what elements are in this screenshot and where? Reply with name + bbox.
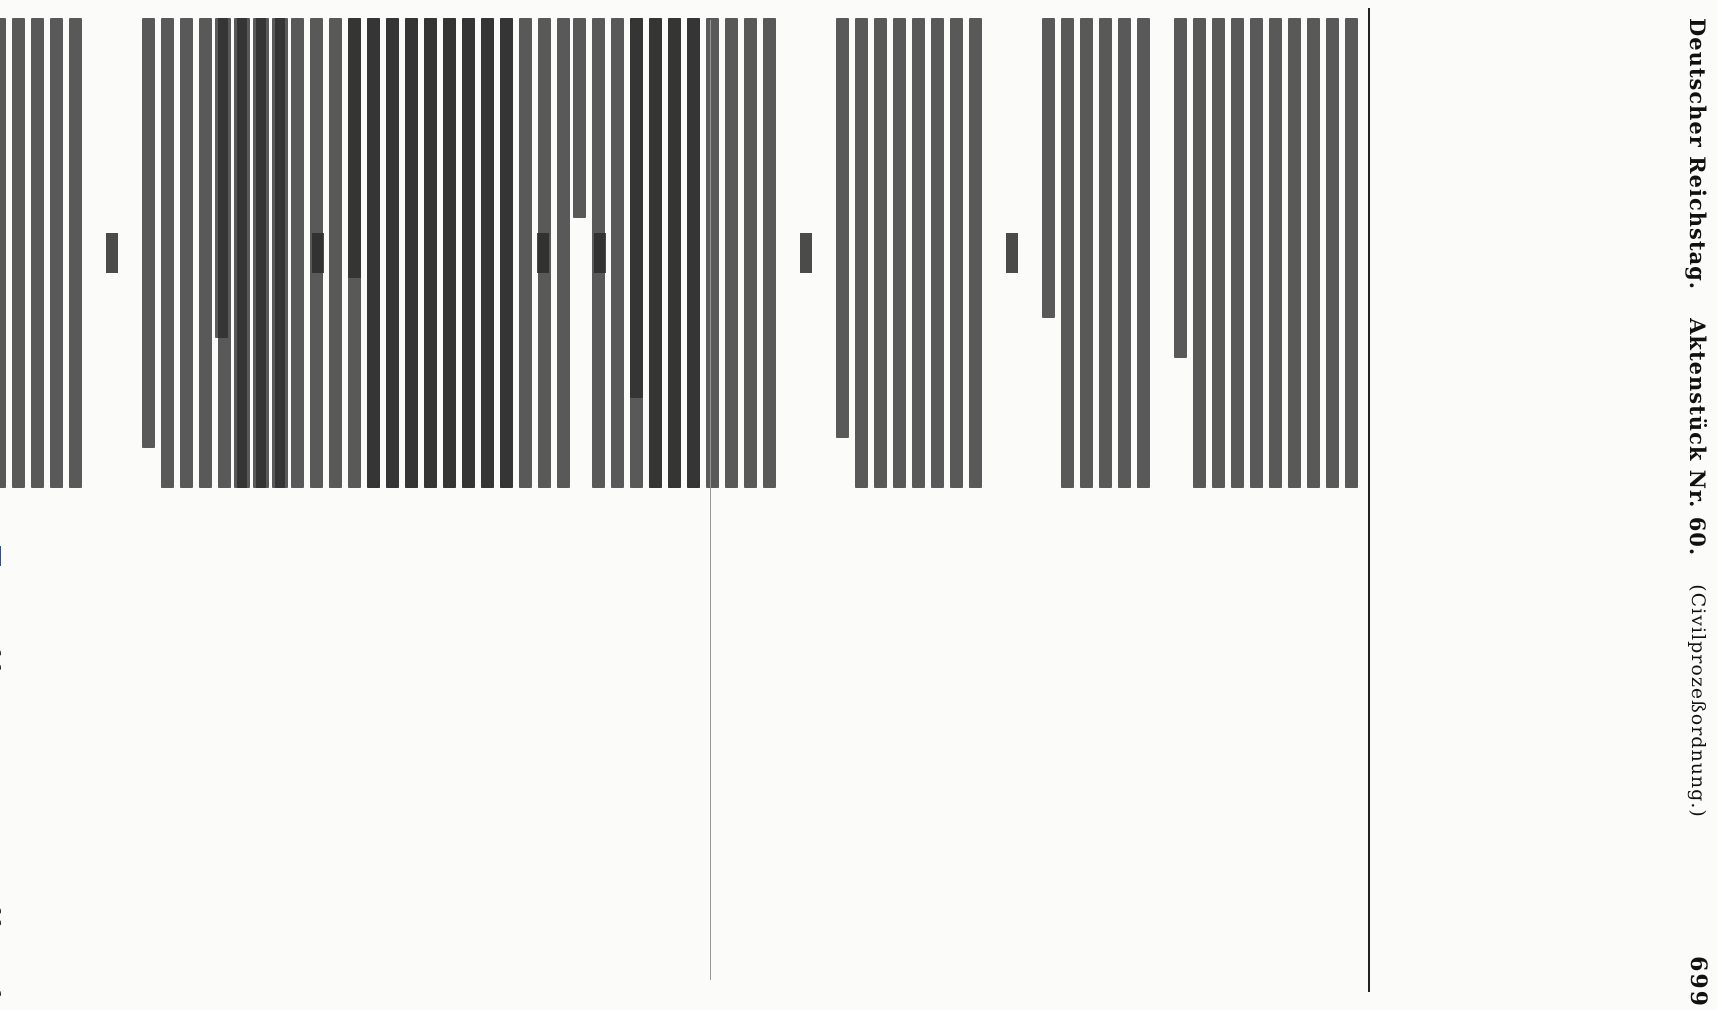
text-line (142, 18, 155, 448)
paragraph-gap (1024, 18, 1036, 1000)
dfg-logo-icon (0, 546, 1, 566)
text-line (893, 18, 906, 488)
text-line (1231, 18, 1244, 488)
text-column-left (110, 0, 700, 1000)
text-line (50, 18, 63, 488)
text-line (481, 18, 494, 488)
text-line (69, 18, 82, 488)
text-column-right (728, 0, 1358, 1000)
page-number: 699 (1685, 956, 1711, 1008)
text-line (744, 18, 757, 488)
section-heading (1006, 233, 1018, 273)
paragraph-gap (124, 18, 136, 1000)
paragraph-gap (519, 18, 531, 1000)
section-heading (106, 233, 118, 273)
text-line (1099, 18, 1112, 488)
digitization-note (0, 510, 3, 1010)
text-line (592, 18, 605, 488)
section-heading (537, 233, 549, 273)
digitization-note-text (0, 572, 2, 1010)
text-line (1212, 18, 1225, 488)
text-line (462, 18, 475, 488)
header-title: Deutscher Reichstag. (1685, 18, 1711, 291)
text-line (912, 18, 925, 488)
text-line (1061, 18, 1074, 488)
text-line (386, 18, 399, 488)
text-line (950, 18, 963, 488)
text-line (573, 18, 586, 218)
text-line (31, 18, 44, 488)
section-heading (800, 233, 812, 273)
paragraph-gap (988, 18, 1000, 1000)
text-line (1307, 18, 1320, 488)
text-line (1137, 18, 1150, 488)
text-line (0, 18, 6, 488)
text-line (668, 18, 681, 488)
text-line (1345, 18, 1358, 488)
text-line (1080, 18, 1093, 488)
text-line (706, 18, 719, 488)
text-line (424, 18, 437, 488)
paragraph-gap (555, 18, 567, 1000)
text-line (1193, 18, 1206, 488)
text-line (1288, 18, 1301, 488)
text-line (1174, 18, 1187, 358)
paragraph-gap (294, 18, 306, 1000)
text-line (275, 18, 288, 488)
text-line (725, 18, 738, 488)
header-section: (Civilprozeßordnung.) (1687, 584, 1709, 818)
paragraph-gap (782, 18, 794, 1000)
text-line (199, 18, 212, 488)
paragraph-gap (818, 18, 830, 1000)
text-line (180, 18, 193, 488)
column-divider (710, 20, 711, 980)
text-line (874, 18, 887, 488)
text-line (367, 18, 380, 488)
text-line (348, 18, 361, 278)
text-line (687, 18, 700, 488)
header-title-group (1686, 18, 1711, 818)
text-line (256, 18, 269, 488)
text-line (218, 18, 231, 488)
text-line (1269, 18, 1282, 488)
paragraph-gap (88, 18, 100, 1000)
header-rule (1368, 8, 1370, 992)
text-line (855, 18, 868, 488)
text-line (1118, 18, 1131, 488)
text-line (969, 18, 982, 488)
text-line (237, 18, 250, 488)
paragraph-gap (330, 18, 342, 1000)
text-line (405, 18, 418, 488)
text-line (1042, 18, 1055, 318)
header-subtitle: Aktenstück Nr. 60. (1685, 318, 1711, 557)
text-line (12, 18, 25, 488)
text-line (630, 18, 643, 488)
text-line (611, 18, 624, 488)
text-line (836, 18, 849, 438)
text-line (931, 18, 944, 488)
text-line (1250, 18, 1263, 488)
running-header (1679, 18, 1717, 1008)
text-line (1326, 18, 1339, 488)
text-line (649, 18, 662, 488)
text-line (500, 18, 513, 488)
paragraph-gap (1156, 18, 1168, 1000)
section-heading (312, 233, 324, 273)
text-line (763, 18, 776, 488)
text-line (161, 18, 174, 488)
text-line (443, 18, 456, 488)
